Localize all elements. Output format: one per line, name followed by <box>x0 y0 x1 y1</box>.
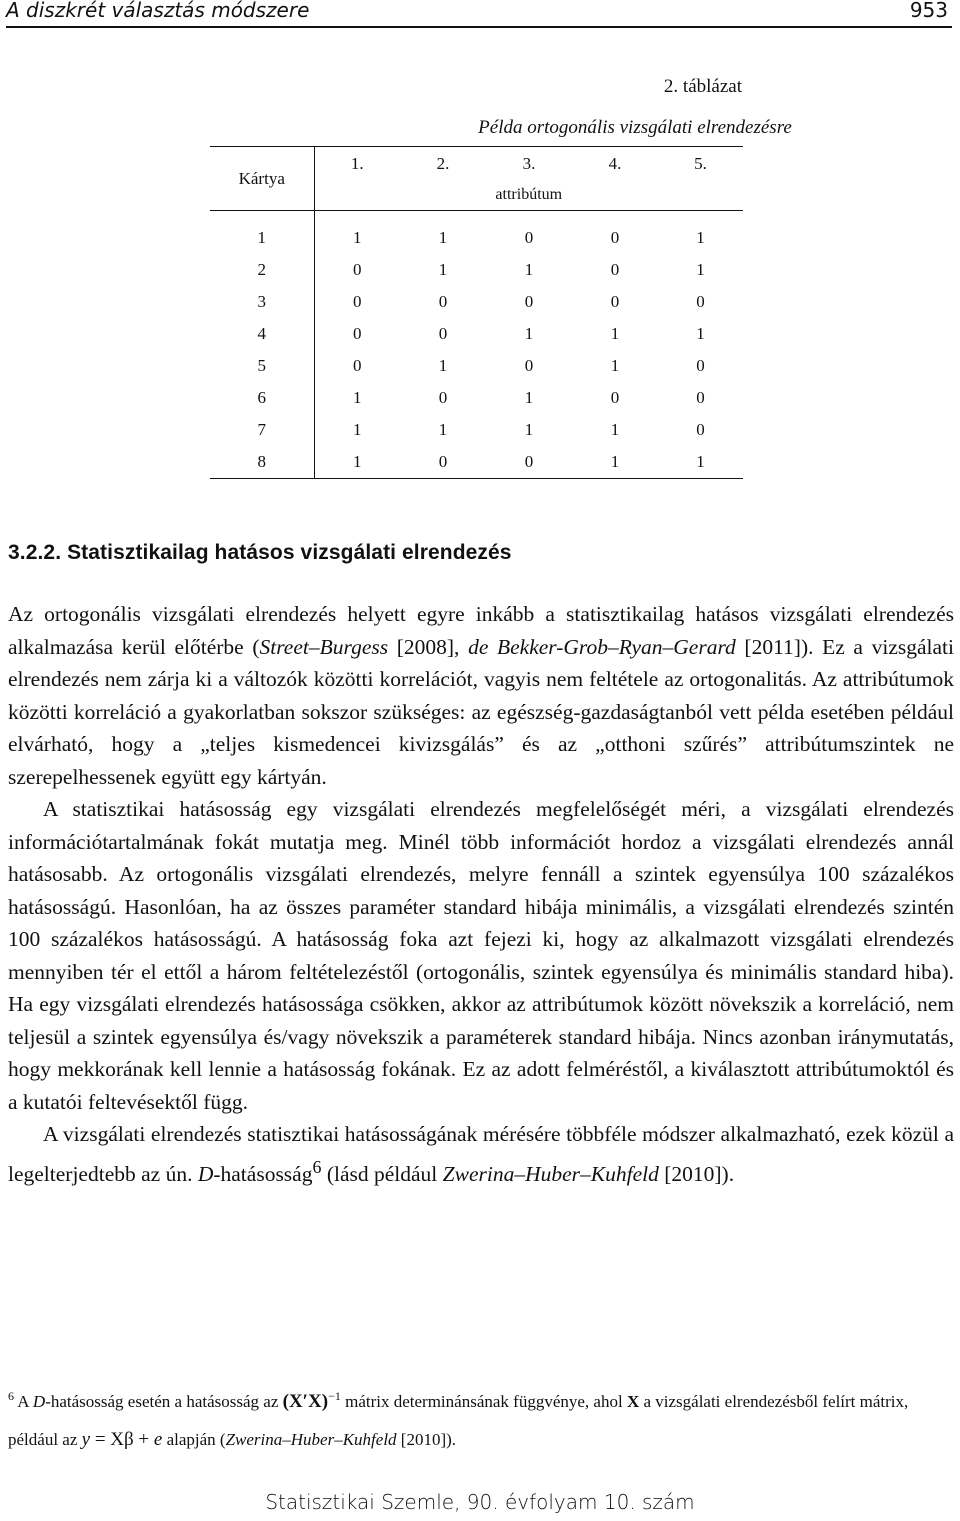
attribute-cell: 1 <box>314 414 400 446</box>
card-number-cell: 4 <box>257 324 266 343</box>
section-heading: 3.2.2. Statisztikailag hatásos vizsgálati elrendezés <box>8 541 512 564</box>
card-number-cell: 6 <box>257 388 266 407</box>
equation-e: e <box>153 1429 163 1450</box>
attribute-cell: 1 <box>438 260 448 279</box>
attribute-cell: 0 <box>486 446 572 479</box>
attribute-cell: 1 <box>524 420 534 439</box>
table-row <box>210 414 743 446</box>
attribute-cell: 1 <box>438 356 448 375</box>
journal-footer: Statisztikai Szemle, 90. évfolyam 10. szám <box>265 1490 695 1514</box>
table-row <box>210 318 743 350</box>
attribute-cell: 0 <box>610 292 620 311</box>
attribute-cell: 0 <box>314 254 400 286</box>
table-row <box>210 382 743 414</box>
attribute-cell: 1 <box>696 228 705 247</box>
col-header-2: 2. <box>400 147 486 181</box>
attribute-cell: 0 <box>314 350 400 382</box>
attribute-cell: 1 <box>610 356 620 375</box>
footnote: $^6$ A D-hatásosság esetén a hatásosság az $(X'X)^{-1}$ mátrix determinánsának függvénye, ahol X a vizsgálati elrendezésből felírt mátrix, például az y = Xβ + e alapján (Zwerina–Huber–Kuhfeld [2010]). <box>8 1389 909 1450</box>
table-label: 2. táblázat <box>663 76 742 97</box>
col-header-3: 3. <box>486 147 572 181</box>
body-text <box>8 598 954 1190</box>
attribute-cell: 0 <box>438 292 448 311</box>
citation: Zwerina–Huber–Kuhfeld <box>442 1161 659 1186</box>
attribute-cell: 1 <box>696 260 705 279</box>
paragraph-2: A statisztikai hatásosság egy vizsgálati elrendezés megfelelőségét méri, a vizsgálati elrendezés információtartalmának fokát mutatja meg. Minél több információt hordoz a vizsgálati elrendezés annál hatásosabb. Az ortogonális vizsgálati elrendezés, melyre fennáll a szintek egyensúlya 100 százalékos hatásosságú. Hasonlóan, ha az összes paraméter standard hibája minimális, a vizsgálati elrendezés szintén 100 százalékos hatásosságú. A hatásosság foka azt fejezi ki, hogy az alkalmazott vizsgálati elrendezés mennyiben tér el ettől a három feltételezéstől (ortogonális, szintek egyensúlya és minimális standard hiba). Ha egy vizsgálati elrendezés hatásossága csökken, akkor az attribútumok között növekszik a korreláció, nem teljesül a szintek egyensúlya és/vagy növekszik a paraméterek standard hibája. Nincs azonban iránymutatás, hogy mekkorának kell lennie a hatásosság fokának. Ez az adott felméréstől, a kiválasztott attribútumoktól és a kutatói feltevésektől függ. <box>8 797 954 1114</box>
equation-y: y <box>81 1429 91 1450</box>
col-group-attributum: attribútum <box>314 180 743 211</box>
paragraph-1: Az ortogonális vizsgálati elrendezés helyett egyre inkább a statisztikailag hatásos vizsgálati elrendezés alkalmazása kerül előtérbe (Street–Burgess [2008], de Bekker-Grob–Ryan–Gerard [2011]). Ez a vizsgálati elrendezés nem zárja ki a változók közötti korrelációt, vagyis nem feltétele az ortogonalitás. Az attribútumok közötti korreláció a gyakorlatban sokszor szükséges: az egészség-gazdaságtanból vett példa esetében például elvárható, hogy a „teljes kismedencei kivizsgálás” és az „otthoni szűrés” attribútumszintek ne szerepelhessenek együtt egy kártyán. <box>8 602 954 789</box>
attribute-cell: 0 <box>400 446 486 479</box>
attribute-cell: 0 <box>524 356 534 375</box>
footnote-ref[interactable]: 6 <box>312 1156 322 1177</box>
attribute-cell: 1 <box>314 382 400 414</box>
running-title: A diszkrét választás módszere <box>6 0 310 22</box>
attribute-cell: 0 <box>524 228 534 247</box>
attribute-cell: 0 <box>438 324 448 343</box>
card-number-cell: 2 <box>257 260 266 279</box>
card-number-cell: 1 <box>257 228 266 247</box>
running-header <box>6 0 952 28</box>
attribute-cell: 0 <box>610 228 620 247</box>
attribute-cell: 0 <box>314 318 400 350</box>
attribute-cell: 1 <box>524 260 534 279</box>
table-row <box>210 446 743 479</box>
attribute-cell: 1 <box>438 420 448 439</box>
attribute-cell: 1 <box>314 446 400 479</box>
table-body <box>210 222 743 479</box>
col-header-5: 5. <box>658 147 743 181</box>
attribute-cell: 0 <box>524 292 534 311</box>
equation-body: = Xβ + <box>90 1429 154 1450</box>
citation: Street–Burgess <box>259 634 389 659</box>
attribute-cell: 1 <box>524 324 534 343</box>
card-number-cell: 8 <box>210 446 314 479</box>
matrix-exponent: −1 <box>328 1389 341 1403</box>
attribute-cell: 1 <box>314 222 400 254</box>
page-number: 953 <box>909 0 948 22</box>
col-header-4: 4. <box>572 147 658 181</box>
footnote-number: 6 <box>8 1389 14 1403</box>
attribute-cell: 1 <box>696 324 705 343</box>
attribute-cell: 1 <box>658 446 743 479</box>
attribute-cell: 0 <box>696 292 705 311</box>
attribute-cell: 1 <box>610 324 620 343</box>
card-number-cell: 7 <box>257 420 266 439</box>
attribute-cell: 0 <box>696 420 705 439</box>
attribute-cell: 0 <box>438 388 448 407</box>
attribute-cell: 1 <box>438 228 448 247</box>
citation: Zwerina–Huber–Kuhfeld <box>225 1430 397 1449</box>
orthogonal-design-table <box>210 146 743 479</box>
attribute-cell: 0 <box>610 388 620 407</box>
table-row <box>210 286 743 318</box>
card-number-cell: 5 <box>257 356 266 375</box>
table-row <box>210 222 743 254</box>
attribute-cell: 0 <box>696 388 705 407</box>
attribute-cell: 1 <box>610 420 620 439</box>
attribute-cell: 0 <box>696 356 705 375</box>
matrix-expression: (X′X) <box>282 1391 329 1412</box>
table-caption: Példa ortogonális vizsgálati elrendezésre <box>478 117 792 138</box>
attribute-cell: 1 <box>524 388 534 407</box>
table-row <box>210 350 743 382</box>
col-header-1: 1. <box>314 147 400 181</box>
paragraph-3: A vizsgálati elrendezés statisztikai hatásosságának mérésére többféle módszer alkalmazható, ezek közül a legelterjedtebb az ún. D-hatásosság$^6$ (lásd például Zwerina–Huber–Kuhfeld [2010]). <box>8 1122 954 1186</box>
attribute-cell: 0 <box>610 260 620 279</box>
attribute-cell: 1 <box>572 446 658 479</box>
attribute-cell: 0 <box>314 286 400 318</box>
row-header-kartya: Kártya <box>210 147 314 211</box>
card-number-cell: 3 <box>257 292 266 311</box>
citation: de Bekker-Grob–Ryan–Gerard <box>468 634 736 659</box>
table-row <box>210 254 743 286</box>
